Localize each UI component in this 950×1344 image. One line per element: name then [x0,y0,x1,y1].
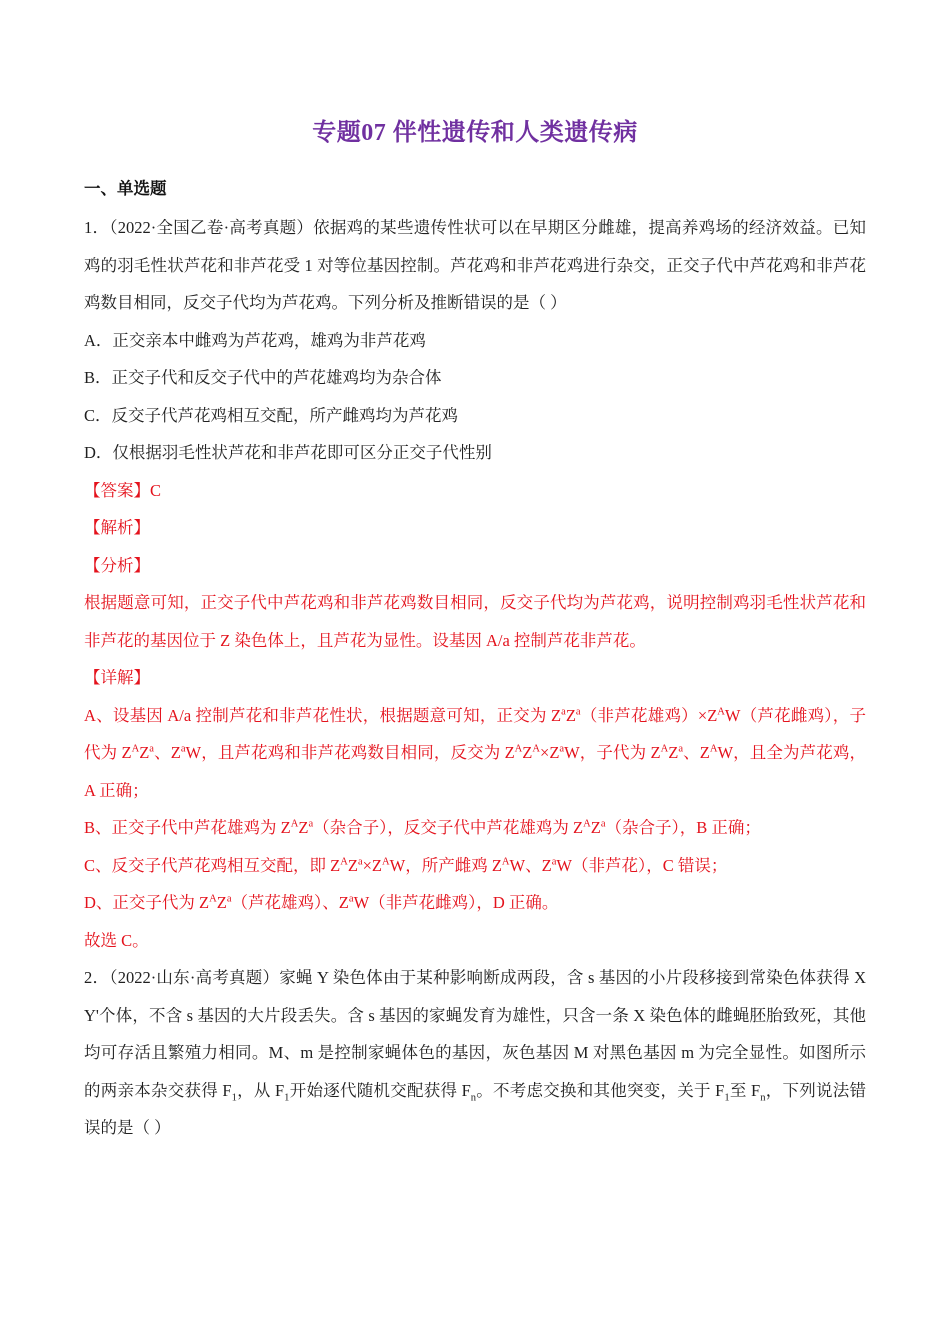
question-1-answer: 【答案】C [84,480,162,500]
detail-a-t8: Z [522,743,533,763]
detail-a-sup8: A [532,743,541,755]
detail-c-t1: C、反交子代芦花鸡相互交配，即 Z [84,855,341,875]
question-1-detail-d [84,884,866,922]
detail-b-t2: Z [298,818,309,838]
detail-a-t6: 、Z [153,743,181,763]
detail-a-t7: W，且芦花鸡和非芦花鸡数目相同，反交为 Z [185,743,515,763]
q2-sub1: 1 [231,1091,237,1103]
detail-d-t3: （芦花雄鸡）、Z [231,893,349,913]
q2-t5: 至 F [729,1080,761,1100]
detail-a-t11: Z [668,743,679,763]
q2-sub2: 1 [284,1091,290,1103]
question-1-option-a: A．正交亲本中雌鸡为芦花鸡，雄鸡为非芦花鸡 [84,330,426,350]
question-1-detail-c [84,847,866,885]
detail-a-sup11: a [678,743,683,755]
detail-c-t5: W、Z [509,855,552,875]
detail-d-t4: W（非芦花雌鸡），D 正确。 [353,893,559,913]
detail-b-t5: （杂合子），B 正确； [605,818,761,838]
detail-a-sup10: A [660,743,669,755]
detail-b-sup2: a [308,818,314,830]
detail-a-t5: Z [139,743,150,763]
detail-b-t4: Z [590,818,601,838]
section-heading: 一、单选题 [84,179,167,198]
detail-b-t3: （杂合子），反交子代中芦花雄鸡为 Z [313,818,584,838]
detail-c-t6: W（非芦花），C 错误； [556,855,728,875]
detail-d-t1: D、正交子代为 Z [84,893,210,913]
question-1-conclusion: 故选 C。 [84,930,149,950]
question-1-detail-a [84,697,866,810]
detail-c-t4: W，所产雌鸡 Z [389,855,502,875]
detail-a-sup1: a [561,706,566,718]
question-1-stem: 1．（2022·全国乙卷·高考真题）依据鸡的某些遗传性状可以在早期区分雌雄，提高养鸡场的经济效益。已知鸡的羽毛性状芦花和非芦花受 1 对等位基因控制。芦花鸡和非芦花鸡进行杂交，正交子代中芦花鸡和非芦花鸡数目相同，反交子代均为芦花鸡。下列分析及推断错误的是（ ） [84,218,866,313]
question-1-analysis-label: 【分析】 [84,555,150,575]
detail-a-sup3: A [717,706,725,718]
detail-a-t12: 、Z [683,743,710,763]
question-1-detail-label: 【详解】 [84,668,150,688]
detail-a-sup6: a [180,743,186,755]
detail-b-sup4: a [600,818,606,830]
question-1-option-d: D．仅根据羽毛性状芦花和非芦花即可区分正交子代性别 [84,443,492,463]
q2-t4: 。不考虑交换和其他突变，关于 F [476,1080,725,1100]
detail-b-t1: B、正交子代中芦花雄鸡为 Z [84,818,291,838]
q2-t1: 2．（2022·山东·高考真题）家蝇 Y 染色体由于某种影响断成两段，含 s 基因的小片段移接到常染色体获得 XY'个体，不含 s 基因的大片段丢失。含 s 基因的家蝇发育为雄性，只含一条 X 染色体的雌蝇胚胎致死，其他均可存活且繁殖力相同。M、m 是控制家蝇体色的基因，灰色基因 M 对黑色基因 m 为完全显性。如图所示的两亲本杂交获得 F [84,968,866,1100]
q2-sub4: 1 [724,1091,730,1103]
detail-a-t9: ×Z [540,743,560,763]
detail-a-t3: （非芦花雄鸡）×Z [580,705,718,725]
detail-c-sup4: A [501,856,510,868]
detail-a-sup9: a [559,743,565,755]
q2-sub3: n [470,1091,477,1103]
detail-a-t4: W（芦花雌鸡），子代为 Z [84,705,867,763]
detail-b-sup3: A [583,818,591,830]
question-2-stem [84,959,866,1147]
detail-a-sup4: A [131,743,140,755]
question-1-option-c: C．反交子代芦花鸡相互交配，所产雌鸡均为芦花鸡 [84,405,459,425]
detail-c-t3: ×Z [362,855,383,875]
question-1-detail-b [84,809,866,847]
detail-a-t10: W，子代为 Z [564,743,661,763]
detail-a-sup12: A [709,743,718,755]
detail-a-sup7: A [514,743,523,755]
detail-d-sup1: A [209,893,217,905]
question-1-analysis-text: 根据题意可知，正交子代中芦花鸡和非芦花鸡数目相同，反交子代均为芦花鸡，说明控制鸡羽毛性状芦花和非芦花的基因位于 Z 染色体上，且芦花为显性。设基因 A/a 控制芦花非芦花。 [84,593,866,650]
q2-sub5: n [760,1091,766,1103]
detail-c-sup1: A [340,856,348,868]
detail-a-sup5: a [149,743,154,755]
detail-d-sup3: a [348,893,354,905]
detail-a-t2: Z [565,705,576,725]
detail-d-t2: Z [216,893,227,913]
q2-t6: ，下列说法错误的是（ ） [84,1080,866,1138]
detail-a-sup2: a [575,706,581,718]
question-1-option-b: B．正交子代和反交子代中的芦花雄鸡均为杂合体 [84,368,442,388]
detail-c-sup3: A [382,856,390,868]
detail-b-sup1: A [290,818,299,830]
q2-t3: 开始逐代随机交配获得 F [289,1080,471,1100]
detail-c-sup5: a [551,856,557,868]
q2-t2: ，从 F [236,1080,285,1100]
detail-c-t2: Z [347,855,358,875]
detail-a-t13: W，且全为芦花鸡，A 正确； [84,743,866,800]
detail-a-t1: A、设基因 A/a 控制芦花和非芦花性状，根据题意可知，正交为 Z [84,705,562,725]
page-title: 专题07 伴性遗传和人类遗传病 [312,120,638,146]
detail-c-sup2: a [357,856,363,868]
question-1-explanation-label: 【解析】 [84,518,150,538]
detail-d-sup2: a [226,893,232,905]
